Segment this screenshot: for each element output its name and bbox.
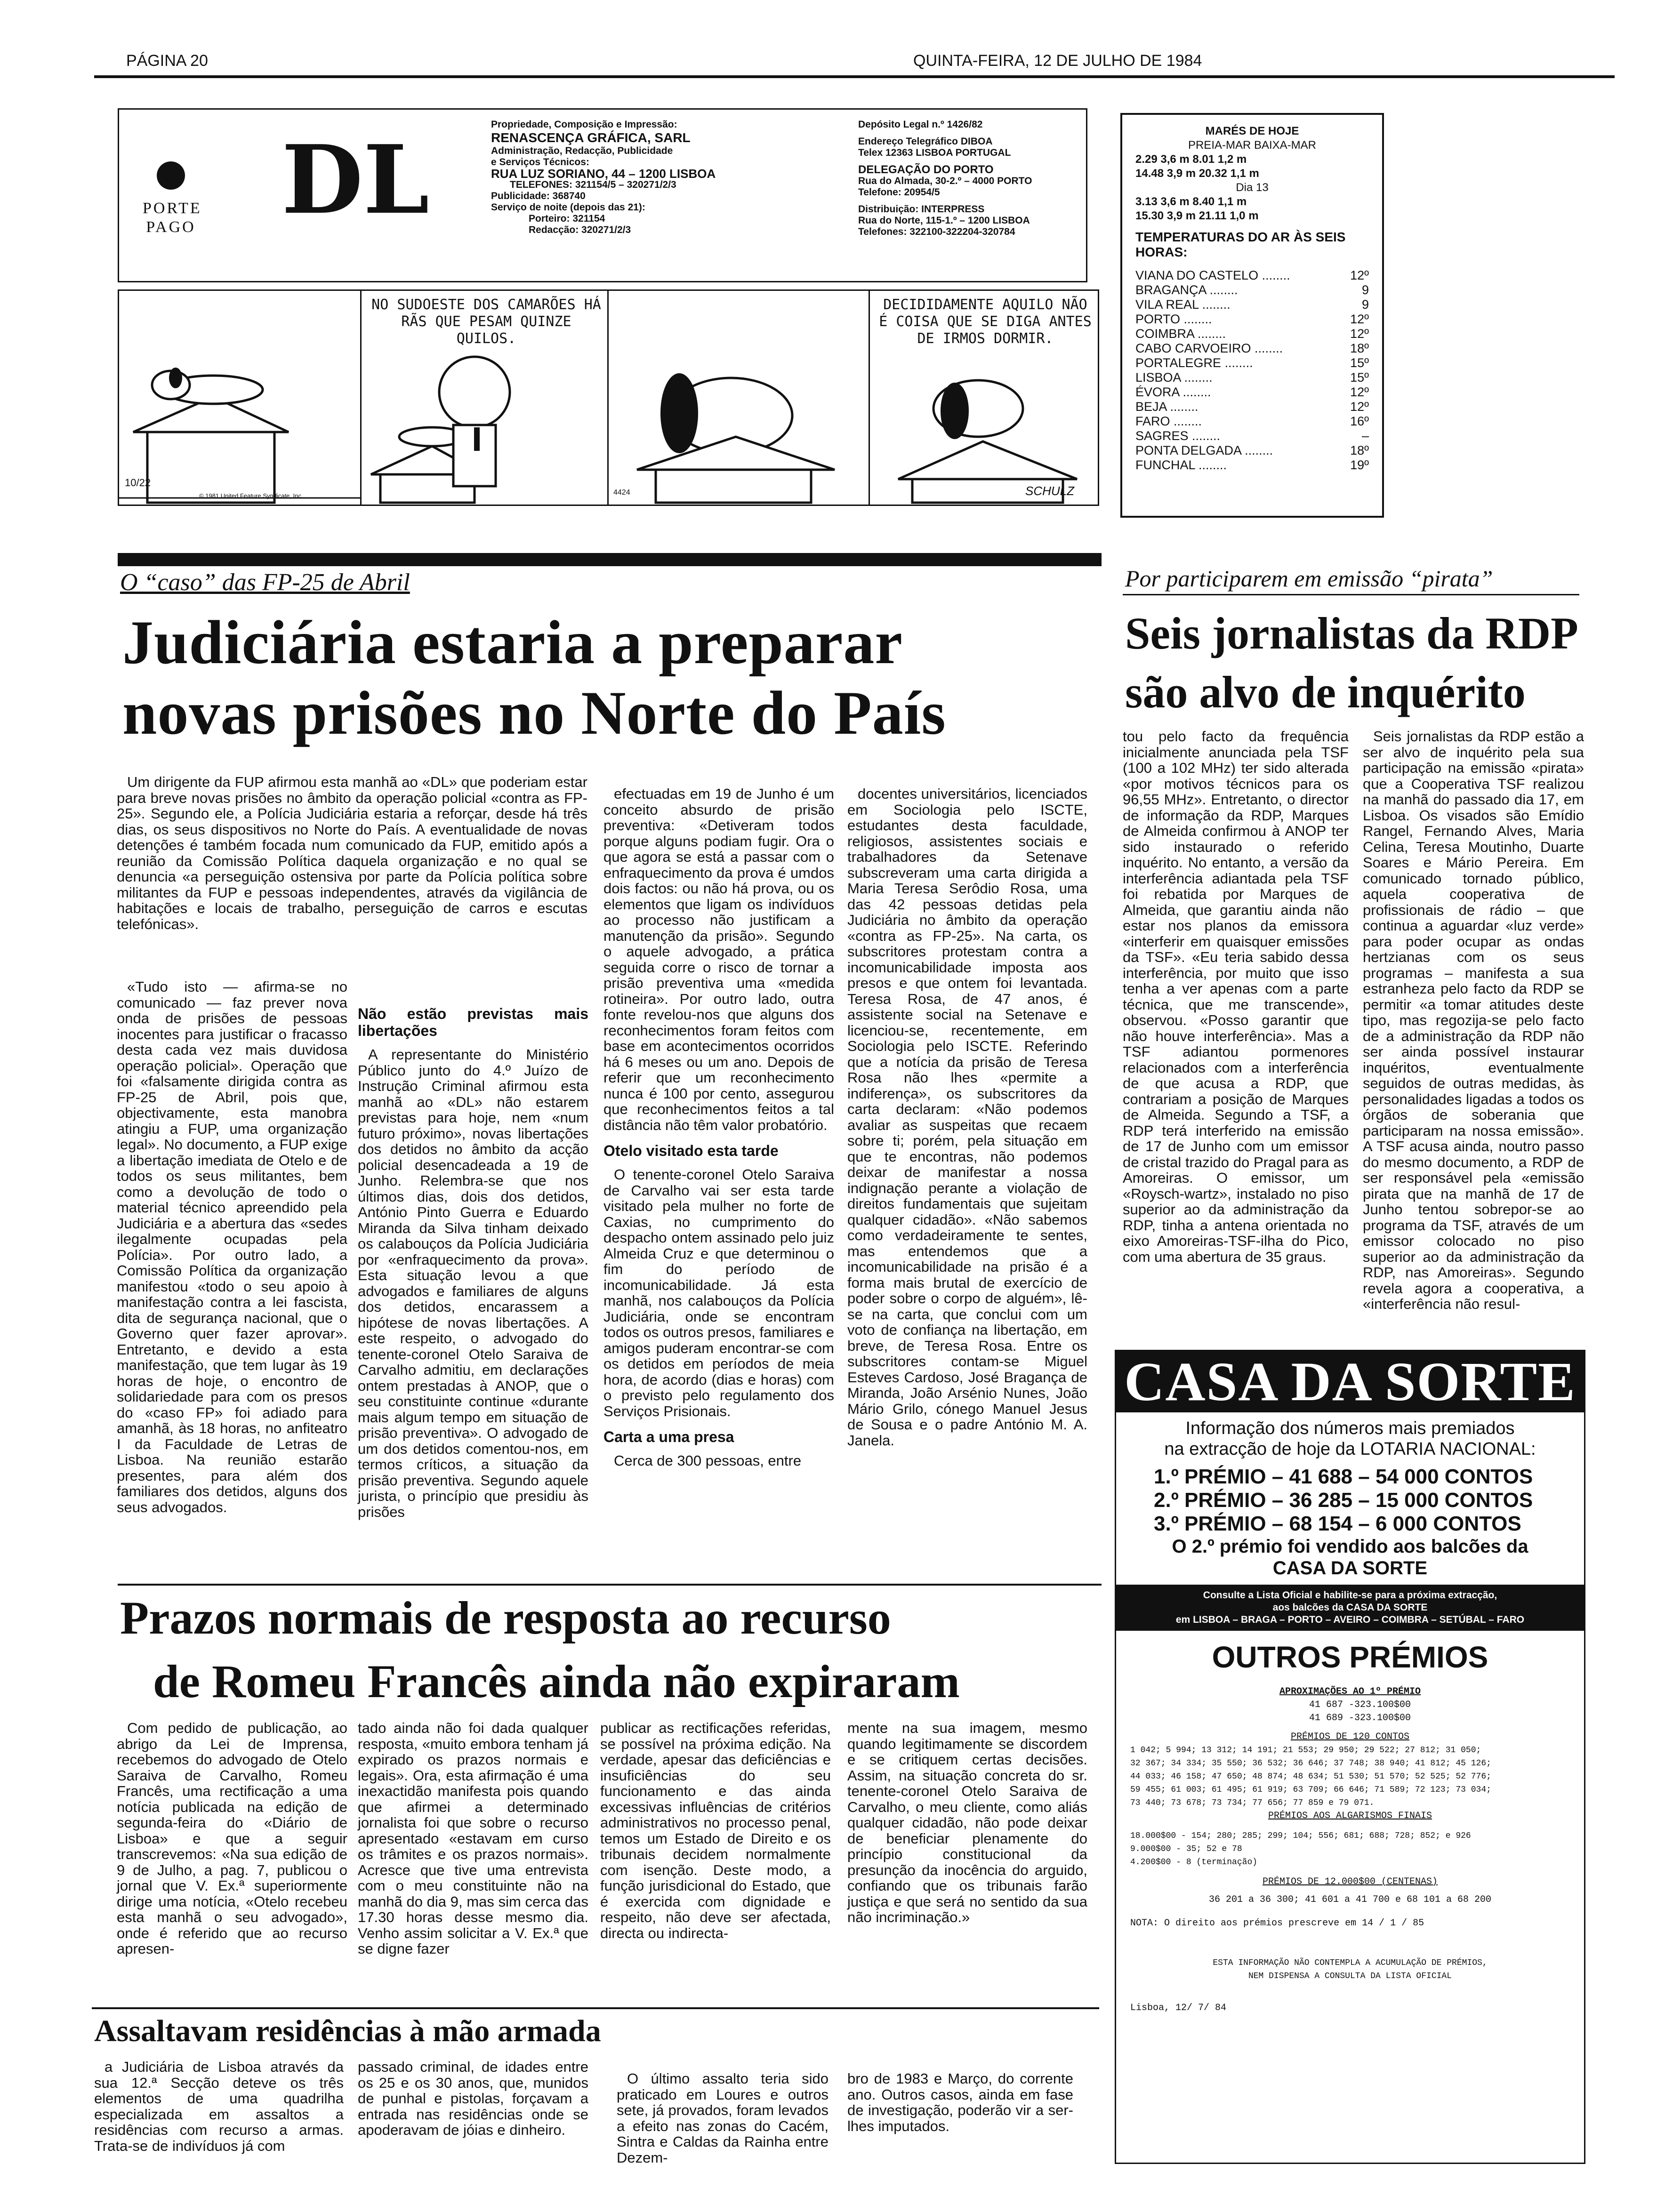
consult-line: Consulte a Lista Oficial e habilite-se para a próxima extracção, <box>1203 1590 1497 1601</box>
snoopy-awake-drawing <box>609 291 869 505</box>
article2-rule <box>1123 594 1579 595</box>
info-line: Distribuição: INTERPRESS <box>858 204 985 215</box>
p120-row: 73 440; 73 678; 73 734; 77 656; 77 859 e 79 071. <box>1130 1798 1375 1808</box>
tide-row: 3.13 3,6 m 8.40 1,1 m <box>1135 195 1247 208</box>
temp-city: PORTO ........ <box>1135 312 1212 326</box>
info-line: DELEGAÇÃO DO PORTO <box>858 163 994 176</box>
temp-value: 12º <box>1350 312 1369 326</box>
temp-row <box>1135 443 1369 458</box>
intro-line: na extracção de hoje da LOTARIA NACIONAL: <box>1164 1439 1536 1459</box>
temp-row <box>1135 429 1369 443</box>
temp-city: PONTA DELGADA ........ <box>1135 443 1273 457</box>
article2-col1 <box>1123 729 1349 1265</box>
porte-line: PORTE <box>143 200 202 217</box>
masthead-left-info <box>491 119 755 236</box>
article1-top-rule <box>118 553 1102 566</box>
info-line: Telefone: 20954/5 <box>858 187 940 198</box>
page-date: QUINTA-FEIRA, 12 DE JULHO DE 1984 <box>913 52 1202 70</box>
info-line: e Serviços Técnicos: <box>491 157 589 168</box>
article4-col1 <box>94 2059 344 2154</box>
article1-col3 <box>603 786 834 1469</box>
temp-value: 9 <box>1361 283 1369 297</box>
article4-col2 <box>358 2059 588 2138</box>
info-line: Porteiro: 321154 <box>529 213 605 224</box>
temp-city: CABO CARVOEIRO ........ <box>1135 341 1283 355</box>
temp-row <box>1135 327 1369 341</box>
article4-col4 <box>847 2071 1073 2134</box>
p120-title: PRÉMIOS DE 120 CONTOS <box>1290 1731 1410 1742</box>
article4-top-rule <box>92 2007 1099 2009</box>
masthead-right-info <box>858 119 1075 238</box>
article1-col4 <box>847 786 1087 1448</box>
info-line: Rua do Almada, 30-2.º – 4000 PORTO <box>858 176 1032 186</box>
tides-title: MARÉS DE HOJE <box>1205 125 1299 137</box>
temp-value: 18º <box>1350 341 1369 355</box>
lottery-intro <box>1116 1418 1584 1459</box>
cent-row: 36 201 a 36 300; 41 601 a 41 700 e 68 101 a 68 200 <box>1208 1894 1492 1905</box>
col-paragraph: a Judiciária de Lisboa através da sua 12.ª Secção deteve os três elementos de uma quadrilha especializada em assaltos a residências com recurso a armas. Trata-se de indivíduos já com <box>94 2059 344 2154</box>
temp-city: COIMBRA ........ <box>1135 327 1226 341</box>
tide-row: 15.30 3,9 m 21.11 1,0 m <box>1135 209 1259 222</box>
temp-value: 16º <box>1350 414 1369 428</box>
temp-row <box>1135 385 1369 400</box>
masthead-box <box>118 108 1087 282</box>
col-paragraph: Cerca de 300 pessoas, entre <box>614 1452 802 1469</box>
col-paragraph: passado criminal, de idades entre os 25 e os 30 anos, que, munidos de punhal e pistolas, forçavam a entrada nas residências onde se apoderavam de jóias e dinheiro. <box>358 2059 588 2138</box>
alg-row: 4.200$00 - 8 (terminação) <box>1130 1858 1258 1867</box>
temp-value: 15º <box>1350 356 1369 370</box>
lottery-disclaimer: NEM DISPENSA A CONSULTA DA LISTA OFICIAL <box>1248 1972 1452 1981</box>
lottery-disclaimer: ESTA INFORMAÇÃO NÃO CONTEMPLA A ACUMULAÇÃO DE PRÉMIOS, <box>1213 1958 1488 1968</box>
speech-bubble-2: DECIDIDAMENTE AQUILO NÃO É COISA QUE SE DIGA ANTES DE IRMOS DORMIR. <box>879 297 1092 347</box>
info-line: Telex 12363 LISBOA PORTUGAL <box>858 147 1011 158</box>
comic-panel-1 <box>118 289 362 506</box>
prize-row: 1.º PRÉMIO – 41 688 – 54 000 CONTOS <box>1154 1465 1533 1488</box>
col-paragraph: tado ainda não foi dada qualquer resposta, «muito embora tenham já expirado os prazos normais e legais». Ora, esta afirmação é uma inexactidão manifesta pois quando que afirmei a determinado jornalista foi que sobre o recurso apresentado «estavam em curso os trâmites e os prazos normais». Acresce que tive uma entrevista com o meu constituinte não na manhã do dia 9, mas sim cerca das 17.30 horas desse mesmo dia. Venho assim solicitar a V. Ex.ª que se digne fazer <box>358 1720 588 1957</box>
consult-line: aos balcões da CASA DA SORTE <box>1272 1602 1428 1613</box>
lottery-consult <box>1116 1585 1584 1631</box>
temp-city: BEJA ........ <box>1135 400 1199 414</box>
temp-value: 19º <box>1350 458 1369 472</box>
article1-kicker: O “caso” das FP-25 de Abril <box>120 569 410 596</box>
temp-city: SAGRES ........ <box>1135 429 1221 443</box>
col-paragraph: mente na sua imagem, mesmo quando legitimamente se discordem e se critiquem certas decisões. Assim, na situação concreta do sr. tenente-coronel Otelo Saraiva de Carvalho, o meu cliente, como aliás qualquer cidadão, não pode deixar de beneficiar plenamente do princípio constitucional da presunção da inocência do arguido, confiando que os tribunais farão justiça e que será no sentido da sua não incriminação.» <box>847 1720 1087 1925</box>
temp-row <box>1135 400 1369 414</box>
comic-signature: SCHULZ <box>1025 484 1075 498</box>
temp-row <box>1135 297 1369 312</box>
col-paragraph: O último assalto teria sido praticado em Loures e outros sete, já provados, foram levados a efeito nas zonas do Cacém, Sintra e Caldas da Rainha entre Dezem- <box>617 2070 828 2166</box>
outros-premios-title: OUTROS PRÉMIOS <box>1212 1640 1488 1674</box>
comic-panel-4 <box>869 289 1099 506</box>
tide-row: 2.29 3,6 m 8.01 1,2 m <box>1135 153 1247 166</box>
lottery-nota: NOTA: O direito aos prémios prescreve em 14 / 1 / 85 <box>1130 1918 1424 1929</box>
tides-header: PREIA-MAR BAIXA-MAR <box>1188 139 1317 152</box>
article1-col1 <box>117 979 347 1515</box>
comic-code: 4424 <box>613 489 630 497</box>
p120-row: 1 042; 5 994; 13 312; 14 191; 21 553; 29 950; 29 522; 27 812; 31 050; <box>1130 1746 1481 1755</box>
comic-panel-2 <box>360 289 610 506</box>
prize-row: 2.º PRÉMIO – 36 285 – 15 000 CONTOS <box>1154 1489 1533 1512</box>
speech-bubble-1: NO SUDOESTE DOS CAMARÕES HÁ RÃS QUE PESAM QUINZE QUILOS. <box>371 297 601 347</box>
article3-col1 <box>117 1720 347 1957</box>
temp-row <box>1135 312 1369 327</box>
prize-sold-note: O 2.º prémio foi vendido aos balcões da CASA DA SORTE <box>1172 1536 1528 1579</box>
article1-col2 <box>358 1002 588 1520</box>
dl-logo: DL <box>282 125 430 235</box>
col-paragraph: bro de 1983 e Março, do corrente ano. Outros casos, ainda em fase de investigação, poderão vir a ser-lhes imputados. <box>847 2070 1073 2134</box>
temp-value: 9 <box>1361 297 1369 312</box>
temp-city: LISBOA ........ <box>1135 370 1213 385</box>
col-paragraph: Com pedido de publicação, ao abrigo da Lei de Imprensa, recebemos do advogado de Otelo Saraiva de Carvalho, Romeu Francês, uma rectificação a uma notícia publicada na edição de segunda-feira do «Diário de Lisboa» e que a seguir transcrevemos: «Na sua edição de 9 de Julho, a pag. 7, publicou o jornal que V. Ex.ª superiormente dirige uma notícia, «Otelo recebeu esta manhã o seu advogado», onde é referido que ao recurso apresen- <box>117 1720 347 1957</box>
p120-row: 59 455; 61 003; 61 495; 61 919; 63 709; 66 646; 71 589; 72 123; 73 034; <box>1130 1785 1491 1795</box>
aprox-row: 41 687 -323.100$00 <box>1309 1699 1411 1710</box>
article4-col3 <box>617 2071 828 2165</box>
info-line: Redacção: 320271/2/3 <box>529 224 631 235</box>
temp-row <box>1135 370 1369 385</box>
consult-line: em LISBOA – BRAGA – PORTO – AVEIRO – COIMBRA – SETÚBAL – FARO <box>1175 1614 1525 1625</box>
lottery-prizes <box>1116 1459 1584 1585</box>
snoopy-doghouse-drawing <box>119 291 361 505</box>
alg-title: PRÉMIOS AOS ALGARISMOS FINAIS <box>1268 1811 1432 1821</box>
info-line: Propriedade, Composição e Impressão: <box>491 119 677 130</box>
subheading-carta: Carta a uma presa <box>603 1428 734 1445</box>
temp-value: 12º <box>1350 327 1369 341</box>
info-line: TELEFONES: 321154/5 – 320271/2/3 <box>510 179 676 190</box>
article3-headline-line1: Prazos normais de resposta ao recurso <box>120 1592 891 1644</box>
porte-pago <box>143 161 202 237</box>
temp-value: 18º <box>1350 443 1369 457</box>
lottery-box <box>1115 1350 1585 2164</box>
subheading-libertacoes: Não estão previstas mais libertações <box>358 1005 588 1039</box>
article1-headline-line2: novas prisões no Norte do País <box>122 678 946 747</box>
temp-city: PORTALEGRE ........ <box>1135 356 1253 370</box>
page-number: PÁGINA 20 <box>126 52 208 70</box>
col-paragraph: Seis jornalistas da RDP estão a ser alvo de inquérito pela sua participação na emissão «pirata» que a Cooperativa TSF realizou na manhã do passado dia 17, em Lisboa. Os visados são Emídio Rangel, Fernando Alves, Maria Celina, Teresa Moutinho, Duarte Soares e Mário Pereira. Em comunicado tornado público, aquela cooperativa de profissionais de rádio – que continua a aguardar «luz verde» para poder ocupar as ondas hertzianas com os seus programas – manifesta a sua estranheza pelo facto da RDP se permitir «a tomar atitudes deste tipo, mas regozija-se pelo facto de a administração da RDP não ser ainda possível instaurar inquéritos, eventualmente seguidos de outras medidas, às personalidades ligadas a todos os órgãos de soberania que participaram na nossa emissão». A TSF acusa ainda, noutro passo do mesmo documento, a RDP de ser responsável pela «emissão pirata que na manhã de 17 de Junho tentou sobrepor-se ao programa da TSF, através de um emissor colocado no piso superior ao da administração da RDP, nas Amoreiras». Segundo revela agora a cooperativa, a «interferência não resul- <box>1363 728 1584 1312</box>
alg-row: 9.000$00 - 35; 52 e 78 <box>1130 1844 1242 1854</box>
temp-city: FARO ........ <box>1135 414 1202 428</box>
subheading-otelo: Otelo visitado esta tarde <box>603 1142 779 1159</box>
temp-value: 12º <box>1350 400 1369 414</box>
col-paragraph: A representante do Ministério Público junto do 4.º Juízo de Instrução Criminal afirmou esta manhã ao «DL» não estarem previstas para hoje, nem «num futuro próximo», novas libertações dos detidos no âmbito da acção policial desencadeada a 19 de Junho. Relembra-se que nos últimos dias, dois dos detidos, António Pinto Guerra e Eduardo Miranda da Silva tinham deixado os calabouços da Polícia Judiciária por «enfraquecimento da prova». Esta situação levou a que advogados e familiares de alguns dos detidos, encarassem a hipótese de novas libertações. A este respeito, o advogado do tenente-coronel Otelo Saraiva de Carvalho admitiu, em declarações ontem prestadas à ANOP, que o seu constituinte continue «durante mais algum tempo em situação de prisão preventiva». O advogado de um dos detidos comentou-nos, em termos críticos, a situação da prisão preventiva. Segundo aquele jurista, o princípio que presidiu às prisões <box>358 1046 588 1520</box>
weather-box <box>1120 113 1384 518</box>
intro-line: Informação dos números mais premiados <box>1185 1419 1515 1438</box>
lead-paragraph: Um dirigente da FUP afirmou esta manhã ao «DL» que poderiam estar para breve novas prisões no âmbito da operação policial «contra as FP-25». Segundo ele, a Polícia Judiciária estaria a reforçar, desde há três dias, os seus dispositivos no Norte do País. A eventualidade de novas detenções é também focada num comunicado da FUP, emitido após a reunião da Comissão Política daquela organização e no qual se denuncia «a perseguição ostensiva por parte da Polícia política sobre militantes da FUP e pessoas independentes, através da vigilância de habitações e locais de trabalho, perseguição de carros e escutas telefónicas». <box>117 774 587 932</box>
temp-value: 15º <box>1350 370 1369 385</box>
temp-row <box>1135 268 1369 283</box>
article3-col2 <box>358 1720 588 1957</box>
cent-title: PRÉMIOS DE 12.000$00 (CENTENAS) <box>1262 1876 1438 1887</box>
temp-city: VILA REAL ........ <box>1135 297 1231 312</box>
seal-icon <box>157 161 185 190</box>
info-line: Publicidade: 368740 <box>491 191 586 201</box>
temp-row <box>1135 458 1369 473</box>
temp-row <box>1135 414 1369 429</box>
article2-col2 <box>1363 729 1584 1312</box>
info-line: Administração, Redacção, Publicidade <box>491 145 673 156</box>
col-paragraph: O tenente-coronel Otelo Saraiva de Carvalho vai ser esta tarde visitado pela mulher no forte de Caxias, no cumprimento do despacho ontem assinado pelo juiz Almeida Cruz e que determinou o fim do período de incomunicabilidade. Já esta manhã, nos calabouços da Polícia Judiciária, onde se encontram todos os outros presos, familiares e amigos puderam encontrar-se com os detidos em períodos de meia hora, de acordo (dias e horas) com o previsto pelo regulamento dos Serviços Prisionais. <box>603 1166 834 1419</box>
aprox-title: APROXIMAÇÕES AO 1º PRÉMIO <box>1279 1686 1421 1697</box>
info-line: Rua do Norte, 115-1.º – 1200 LISBOA <box>858 215 1030 226</box>
article3-headline-line2: de Romeu Francês ainda não expiraram <box>153 1655 960 1707</box>
temp-value: 12º <box>1350 385 1369 399</box>
comic-panel-3 <box>607 289 871 506</box>
temp-city: BRAGANÇA ........ <box>1135 283 1238 297</box>
comic-copyright: © 1981 United Feature Syndicate, Inc. <box>199 492 303 499</box>
article3-col4 <box>847 1720 1087 1925</box>
pago-line: PAGO <box>146 218 196 236</box>
p120-row: 44 033; 46 158; 47 650; 48 874; 48 634; 51 530; 51 570; 52 525; 52 776; <box>1130 1772 1491 1781</box>
lottery-title: CASA DA SORTE <box>1116 1351 1584 1412</box>
temp-row <box>1135 356 1369 370</box>
col-paragraph: «Tudo isto — afirma-se no comunicado — faz prever nova onda de prisões de pessoas inocentes para justificar o fracasso desta cada vez mais duvidosa operação policial». Operação que foi «falsamente dirigida contra as FP-25 de Abril, pois que, objectivamente, esta manobra atingiu a FUP, uma organização legal». No documento, a FUP exige a libertação imediata de Otelo e de todos os seus militantes, bem como a devolução de todo o material técnico apreendido pela Judiciária e a abertura das «sedes ilegalmente ocupadas pela Polícia». Por outro lado, a Comissão Política da organização manifestou «todo o seu apoio à manifestação contra a lei fascista, dita de segurança nacional, que o Governo quer fazer aprovar». Entretanto, e devido a esta manifestação, que tem lugar às 19 horas de hoje, o encontro de solidariedade para com os presos do «caso FP» foi adiado para amanhã, às 18 horas, no anfiteatro I da Faculdade de Letras de Lisboa. Na reunião estarão presentes, para além dos familiares dos detidos, alguns dos seus advogados. <box>117 978 347 1515</box>
temp-value: 12º <box>1350 268 1369 282</box>
article1-lead <box>117 774 587 932</box>
temps-list <box>1135 268 1369 473</box>
temp-value: – <box>1361 429 1369 443</box>
header-rule <box>94 75 1615 78</box>
temps-title: TEMPERATURAS DO AR ÀS SEIS HORAS: <box>1135 230 1346 259</box>
tide-day: Dia 13 <box>1236 181 1269 194</box>
article3-col3 <box>600 1720 831 1941</box>
temp-row <box>1135 341 1369 356</box>
info-line: Serviço de noite (depois das 21): <box>491 202 645 213</box>
info-line: RENASCENÇA GRÁFICA, SARL <box>491 130 691 145</box>
tide-row: 14.48 3,9 m 20.32 1,1 m <box>1135 167 1259 180</box>
article2-headline-line2: são alvo de inquérito <box>1125 667 1526 717</box>
lottery-date: Lisboa, 12/ 7/ 84 <box>1130 2003 1227 2013</box>
col-paragraph: docentes universitários, licenciados em Sociologia pelo ISCTE, estudantes desta faculdade, religiosos, assistentes sociais e trabalhadores da Setenave subscreveram uma carta dirigida a Maria Teresa Serôdio Rosa, uma das 42 pessoas detidas pela Judiciária no âmbito da operação «contra as FP-25». Na carta, os subscritores protestam contra a incomunicabilidade imposta aos presos e que ontem foi levantada. Teresa Rosa, de 47 anos, é assistente social na Setenave e licenciou-se, recentemente, em Sociologia pelo ISCTE. Referindo que a notícia da prisão de Teresa Rosa não lhes «permite a indiferença», os subscritores da carta declaram: «Não podemos avaliar as suspeitas que recaem sobre ti; porém, pela situação em que te encontras, não podemos deixar de manifestar a nossa indignação perante a violação de direitos fundamentais que sujeitam qualquer cidadão». «Não sabemos como verdadeiramente te sentes, mas entendemos que a incomunicabilidade na prisão é a forma mais brutal de exercício de poder sobre o corpo de alguém», lê-se na carta, que conclui com um voto de confiança na libertação, em breve, de Teresa Rosa. Entre os subscritores contam-se Miguel Esteves Cardoso, José Bragança de Miranda, João Arsénio Nunes, João Mário Grilo, cónego Manuel Jesus de Sousa e o padre António M. A. Janela. <box>847 785 1087 1449</box>
prize-row: 3.º PRÉMIO – 68 154 – 6 000 CONTOS <box>1154 1512 1521 1535</box>
info-line: Depósito Legal n.º 1426/82 <box>858 119 983 130</box>
col-paragraph: publicar as rectificações referidas, se possível na próxima edição. Na verdade, apesar das deficiências e insuficiências do seu funcionamento e das ainda excessivas influências de critérios administrativos no processo penal, temos um Estado de Direito e os tribunais decidem normalmente com isenção. Deste modo, a função jurisdicional do Estado, que é exercida com dignidade e respeito, não deve ser afectada, directa ou indirecta- <box>600 1720 831 1941</box>
outros-premios-list <box>1116 1676 1584 2015</box>
temp-row <box>1135 283 1369 297</box>
article2-kicker: Por participarem em emissão “pirata” <box>1125 565 1493 592</box>
aprox-row: 41 689 -323.100$00 <box>1309 1713 1411 1723</box>
article1-headline-line1: Judiciária estaria a preparar <box>122 608 903 677</box>
article4-headline: Assaltavam residências à mão armada <box>94 2014 601 2048</box>
info-line: RUA LUZ SORIANO, 44 – 1200 LISBOA <box>491 167 716 181</box>
article3-top-rule <box>118 1584 1102 1586</box>
info-line: Endereço Telegráfico DIBOA <box>858 136 993 147</box>
info-line: Telefones: 322100-322204-320784 <box>858 226 1015 237</box>
comic-date-mark: 10/22 <box>125 477 151 489</box>
temp-city: VIANA DO CASTELO ........ <box>1135 268 1290 282</box>
col-paragraph: tou pelo facto da frequência inicialmente anunciada pela TSF (100 a 102 MHz) ter sido alterada «por motivos técnicos para os 96,55 MHz». Entretanto, o director de informação da RDP, Marques de Almeida confirmou à ANOP ter sido instaurado o referido inquérito. No entanto, a versão da interferência adiantada pela TSF foi rebatida por Marques de Almeida, que garantiu ainda não estar nos planos da emissora «interferir em quaisquer emissões da TSF». «Eu teria sabido dessa interferência, por muito que isso tenha a ver apenas com a parte técnica, que me transcende», observou. «Posso garantir que não houve interferência». Mas a TSF adiantou pormenores relacionados com a interferência de que acusa a RDP, que contrariam a posição de Marques de Almeida. Segundo a TSF, a RDP terá interferido na emissão de 17 de Junho com um emissor de cristal trazido do Pragal para as Amoreiras. O emissor, um «Roysch-wartz», instalado no piso superior ao da administração da RDP, tinha a antena orientada no eixo Amoreiras-TSF-ilha do Pico, com uma abertura de 35 graus. <box>1123 728 1349 1265</box>
article2-headline-line1: Seis jornalistas da RDP <box>1125 608 1578 658</box>
temp-city: ÉVORA ........ <box>1135 385 1211 399</box>
alg-row: 18.000$00 - 154; 280; 285; 299; 104; 556; 681; 688; 728; 852; e 926 <box>1130 1831 1471 1841</box>
temp-city: FUNCHAL ........ <box>1135 458 1227 472</box>
p120-row: 32 367; 34 334; 35 550; 36 532; 36 646; 37 748; 38 940; 41 812; 45 126; <box>1130 1759 1491 1768</box>
col-paragraph: efectuadas em 19 de Junho é um conceito absurdo de prisão preventiva: «Detiveram todos porque alguns podiam fugir. Ora o que agora se está a passar com o enfraquecimento da prova é umdos dois factos: ou não há prova, ou os elementos que ligam os indivíduos ao processo não justificam a manutenção da prisão». Segundo o aquele advogado, a prática seguida corre o risco de tornar a prisão preventiva uma «medida rotineira». Por outro lado, outra fonte revelou-nos que alguns dos reconhecimentos foram feitos com base em acontecimentos ocorridos há 6 meses ou um ano. Depois de referir que um reconhecimento nunca é 100 por cento, assegurou que reconhecimentos feitos a tal distância não têm valor probatório. <box>603 785 834 1133</box>
